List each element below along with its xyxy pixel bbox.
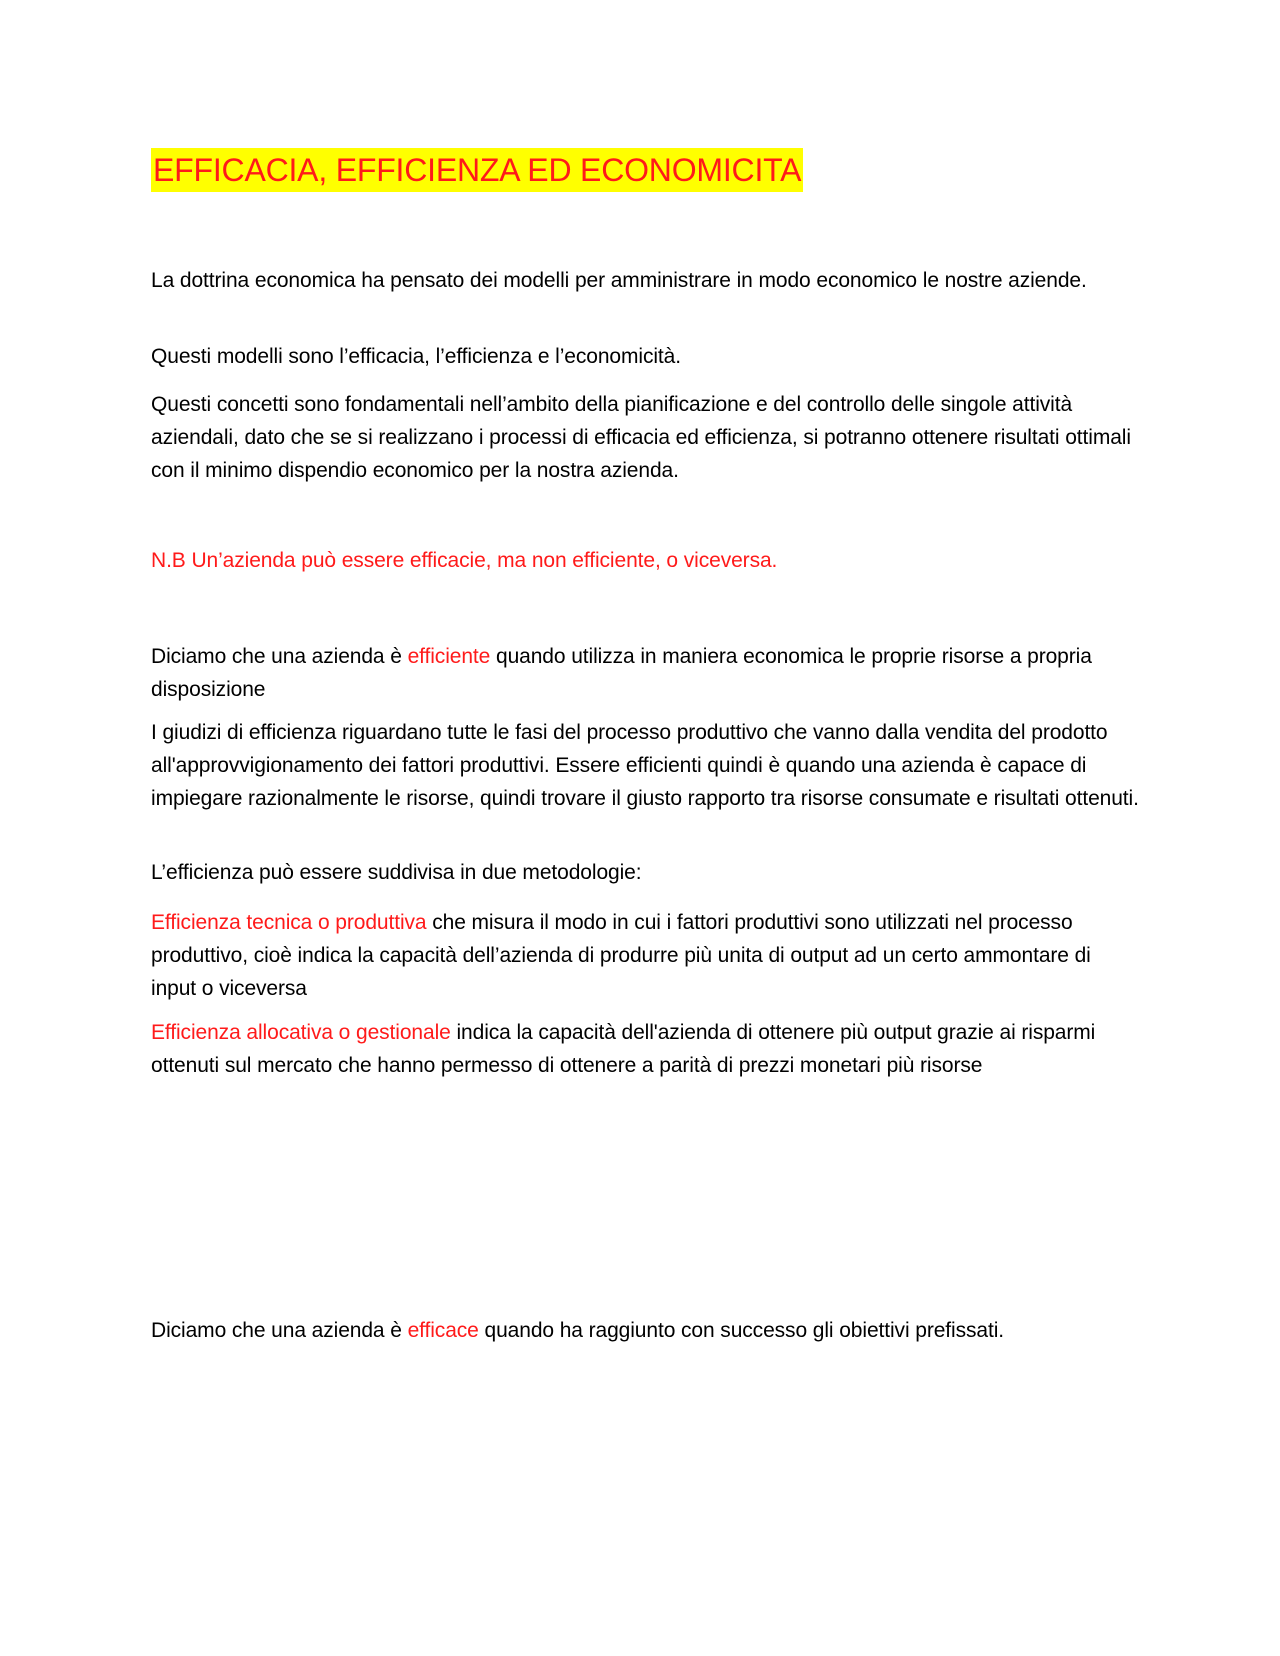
concepts-paragraph: Questi concetti sono fondamentali nell’ambito della pianificazione e del controllo delle singole attività aziendali, dato che se si realizzano i processi di efficacia ed efficienza, si potranno ottenere risultati ottimali con il minimo dispendio economico per la nostra azienda. — [151, 393, 1131, 482]
keyword-efficienza-allocativa: Efficienza allocativa o gestionale — [151, 1021, 451, 1044]
efficiency-definition-paragraph — [151, 640, 1141, 706]
allocative-efficiency-text: indica la capacità dell'azienda di ottenere più output grazie ai risparmi ottenuti sul mercato che hanno permesso di ottenere a parità di prezzi monetari più risorse — [151, 1021, 1096, 1077]
efficiency-definition-rest: quando utilizza in maniera economica le proprie risorse a propria disposizione — [151, 645, 1092, 701]
models-paragraph: Questi modelli sono l’efficacia, l’efficienza e l’economicità. — [151, 345, 681, 368]
methodologies-intro: L’efficienza può essere suddivisa in due metodologie: — [151, 861, 642, 884]
effectiveness-definition-paragraph — [151, 1314, 1141, 1347]
allocative-efficiency-paragraph — [151, 1016, 1141, 1082]
efficiency-definition-lead: Diciamo che una azienda è — [151, 645, 408, 668]
keyword-efficace: efficace — [407, 1319, 479, 1342]
keyword-efficienza-tecnica: Efficienza tecnica o produttiva — [151, 911, 427, 934]
keyword-efficiente: efficiente — [407, 645, 491, 668]
technical-efficiency-paragraph — [151, 906, 1141, 1005]
efficiency-judgement-paragraph: I giudizi di efficienza riguardano tutte le fasi del processo produttivo che vanno dalla vendita del prodotto all'approvvigionamento dei fattori produttivi. Essere efficienti quindi è quando una azienda è capace di impiegare razionalmente le risorse, quindi trovare il giusto rapporto tra risorse consumate e risultati ottenuti. — [151, 721, 1139, 810]
intro-paragraph: La dottrina economica ha pensato dei modelli per amministrare in modo economico le nostre aziende. — [151, 269, 1087, 292]
technical-efficiency-text: che misura il modo in cui i fattori produttivi sono utilizzati nel processo produttivo, cioè indica la capacità dell’azienda di produrre più unita di output ad un certo ammontare di input o viceversa — [151, 911, 1091, 1000]
effectiveness-definition-rest: quando ha raggiunto con successo gli obiettivi prefissati. — [478, 1319, 1005, 1342]
document-title: EFFICACIA, EFFICIENZA ED ECONOMICITA — [151, 148, 803, 192]
nota-bene-note: N.B Un’azienda può essere efficacie, ma non efficiente, o viceversa. — [151, 549, 778, 572]
effectiveness-definition-lead: Diciamo che una azienda è — [151, 1319, 408, 1342]
